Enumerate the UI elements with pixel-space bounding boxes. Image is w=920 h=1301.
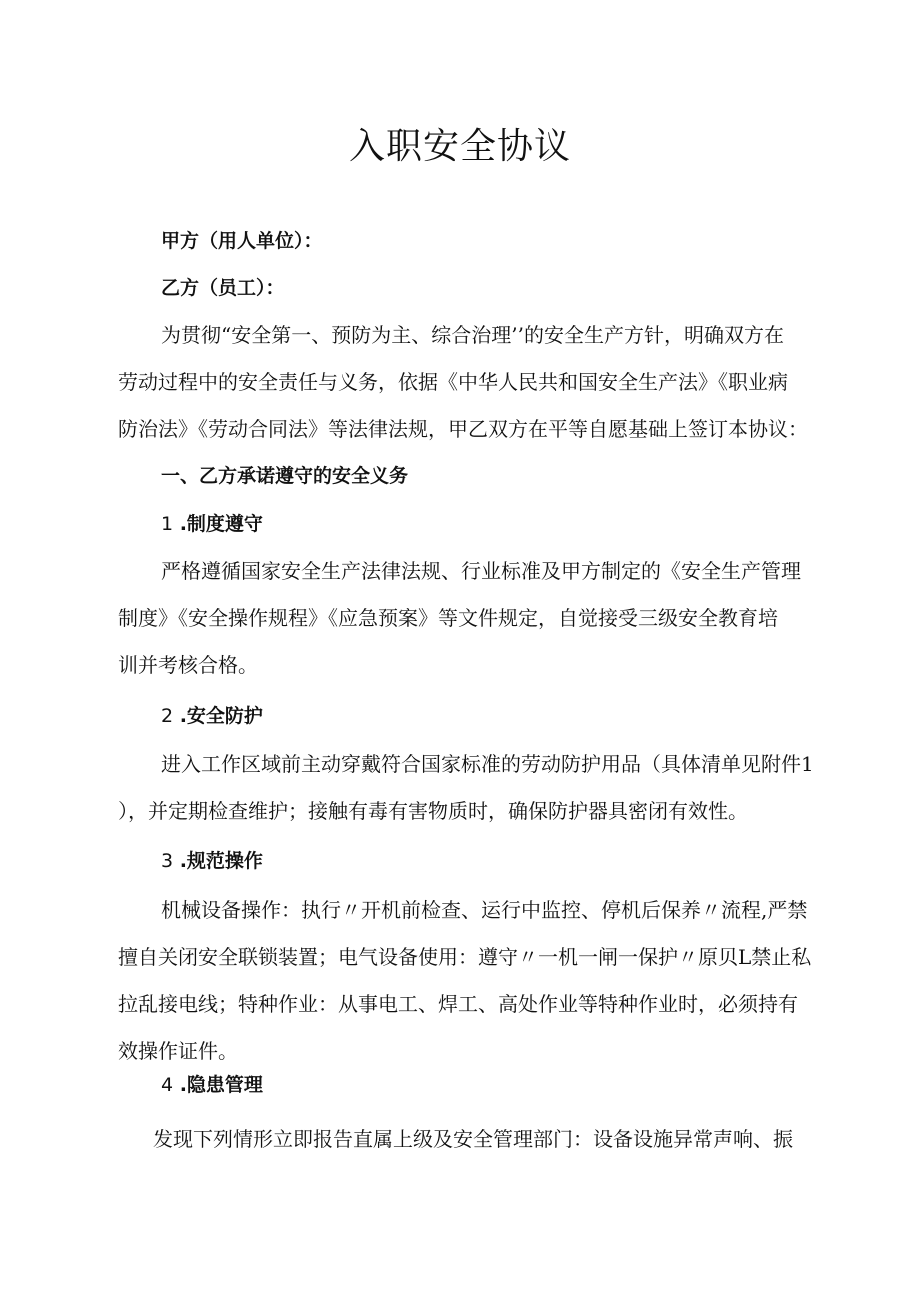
item-1-line-3: 训并考核合格。 bbox=[118, 653, 258, 677]
item-1-line-1: 严格遵循国家安全生产法律法规、行业标准及甲方制定的《安全生产管理 bbox=[161, 559, 801, 583]
item-3-line-3: 拉乱接电线；特种作业：从事电工、焊工、高处作业等特种作业时，必须持有 bbox=[118, 992, 798, 1016]
party-b-label: 乙方（员工）： bbox=[161, 277, 285, 299]
item-2-number: 2 bbox=[161, 705, 174, 727]
intro-line-1: 为贯彻“安全第一、预防为主、综合治理’’的安全生产方针，明确双方在 bbox=[161, 323, 784, 347]
item-3-line-2: 擅自关闭安全联锁装置；电气设备使用：遵守〃一机一闸一保护〃原贝L禁止私 bbox=[118, 945, 812, 969]
intro-line-3: 防治法》《劳动合同法》等法律法规，甲乙双方在平等自愿基础上签订本协议： bbox=[118, 417, 808, 441]
item-4-number: 4 bbox=[161, 1074, 174, 1096]
item-3-line-4: 效操作证件。 bbox=[118, 1039, 238, 1063]
intro-line-2: 劳动过程中的安全责任与义务，依据《中华人民共和国安全生产法》《职业病 bbox=[118, 370, 788, 394]
item-1-title: .制度遵守 bbox=[179, 513, 263, 535]
item-2-heading bbox=[161, 703, 263, 729]
item-3-heading bbox=[161, 848, 263, 874]
item-4-heading bbox=[161, 1072, 263, 1098]
item-2-line-1: 进入工作区域前主动穿戴符合国家标准的劳动防护用品（具体清单见附件1 bbox=[161, 752, 814, 776]
item-2-title: .安全防护 bbox=[179, 705, 263, 727]
document-title: 入职安全协议 bbox=[348, 126, 571, 167]
item-4-title: .隐患管理 bbox=[179, 1074, 263, 1096]
item-3-title: .规范操作 bbox=[179, 850, 263, 872]
section-1-heading: 一、乙方承诺遵守的安全义务 bbox=[161, 465, 409, 487]
item-3-number: 3 bbox=[161, 850, 174, 872]
party-a-label: 甲方（用人单位）： bbox=[161, 230, 323, 252]
item-1-heading bbox=[161, 511, 263, 537]
item-1-line-2: 制度》《安全操作规程》《应急预案》等文件规定，自觉接受三级安全教育培 bbox=[118, 606, 778, 630]
item-4-line-1: 发现下列情形立即报告直属上级及安全管理部门：设备设施异常声响、振 bbox=[153, 1127, 793, 1151]
item-3-line-1: 机械设备操作：执行〃开机前检查、运行中监控、停机后保养〃流程,严禁 bbox=[161, 898, 808, 922]
item-1-number: 1 bbox=[161, 513, 174, 535]
item-2-line-2: ），并定期检查维护；接触有毒有害物质时，确保防护器具密闭有效性。 bbox=[118, 799, 748, 823]
